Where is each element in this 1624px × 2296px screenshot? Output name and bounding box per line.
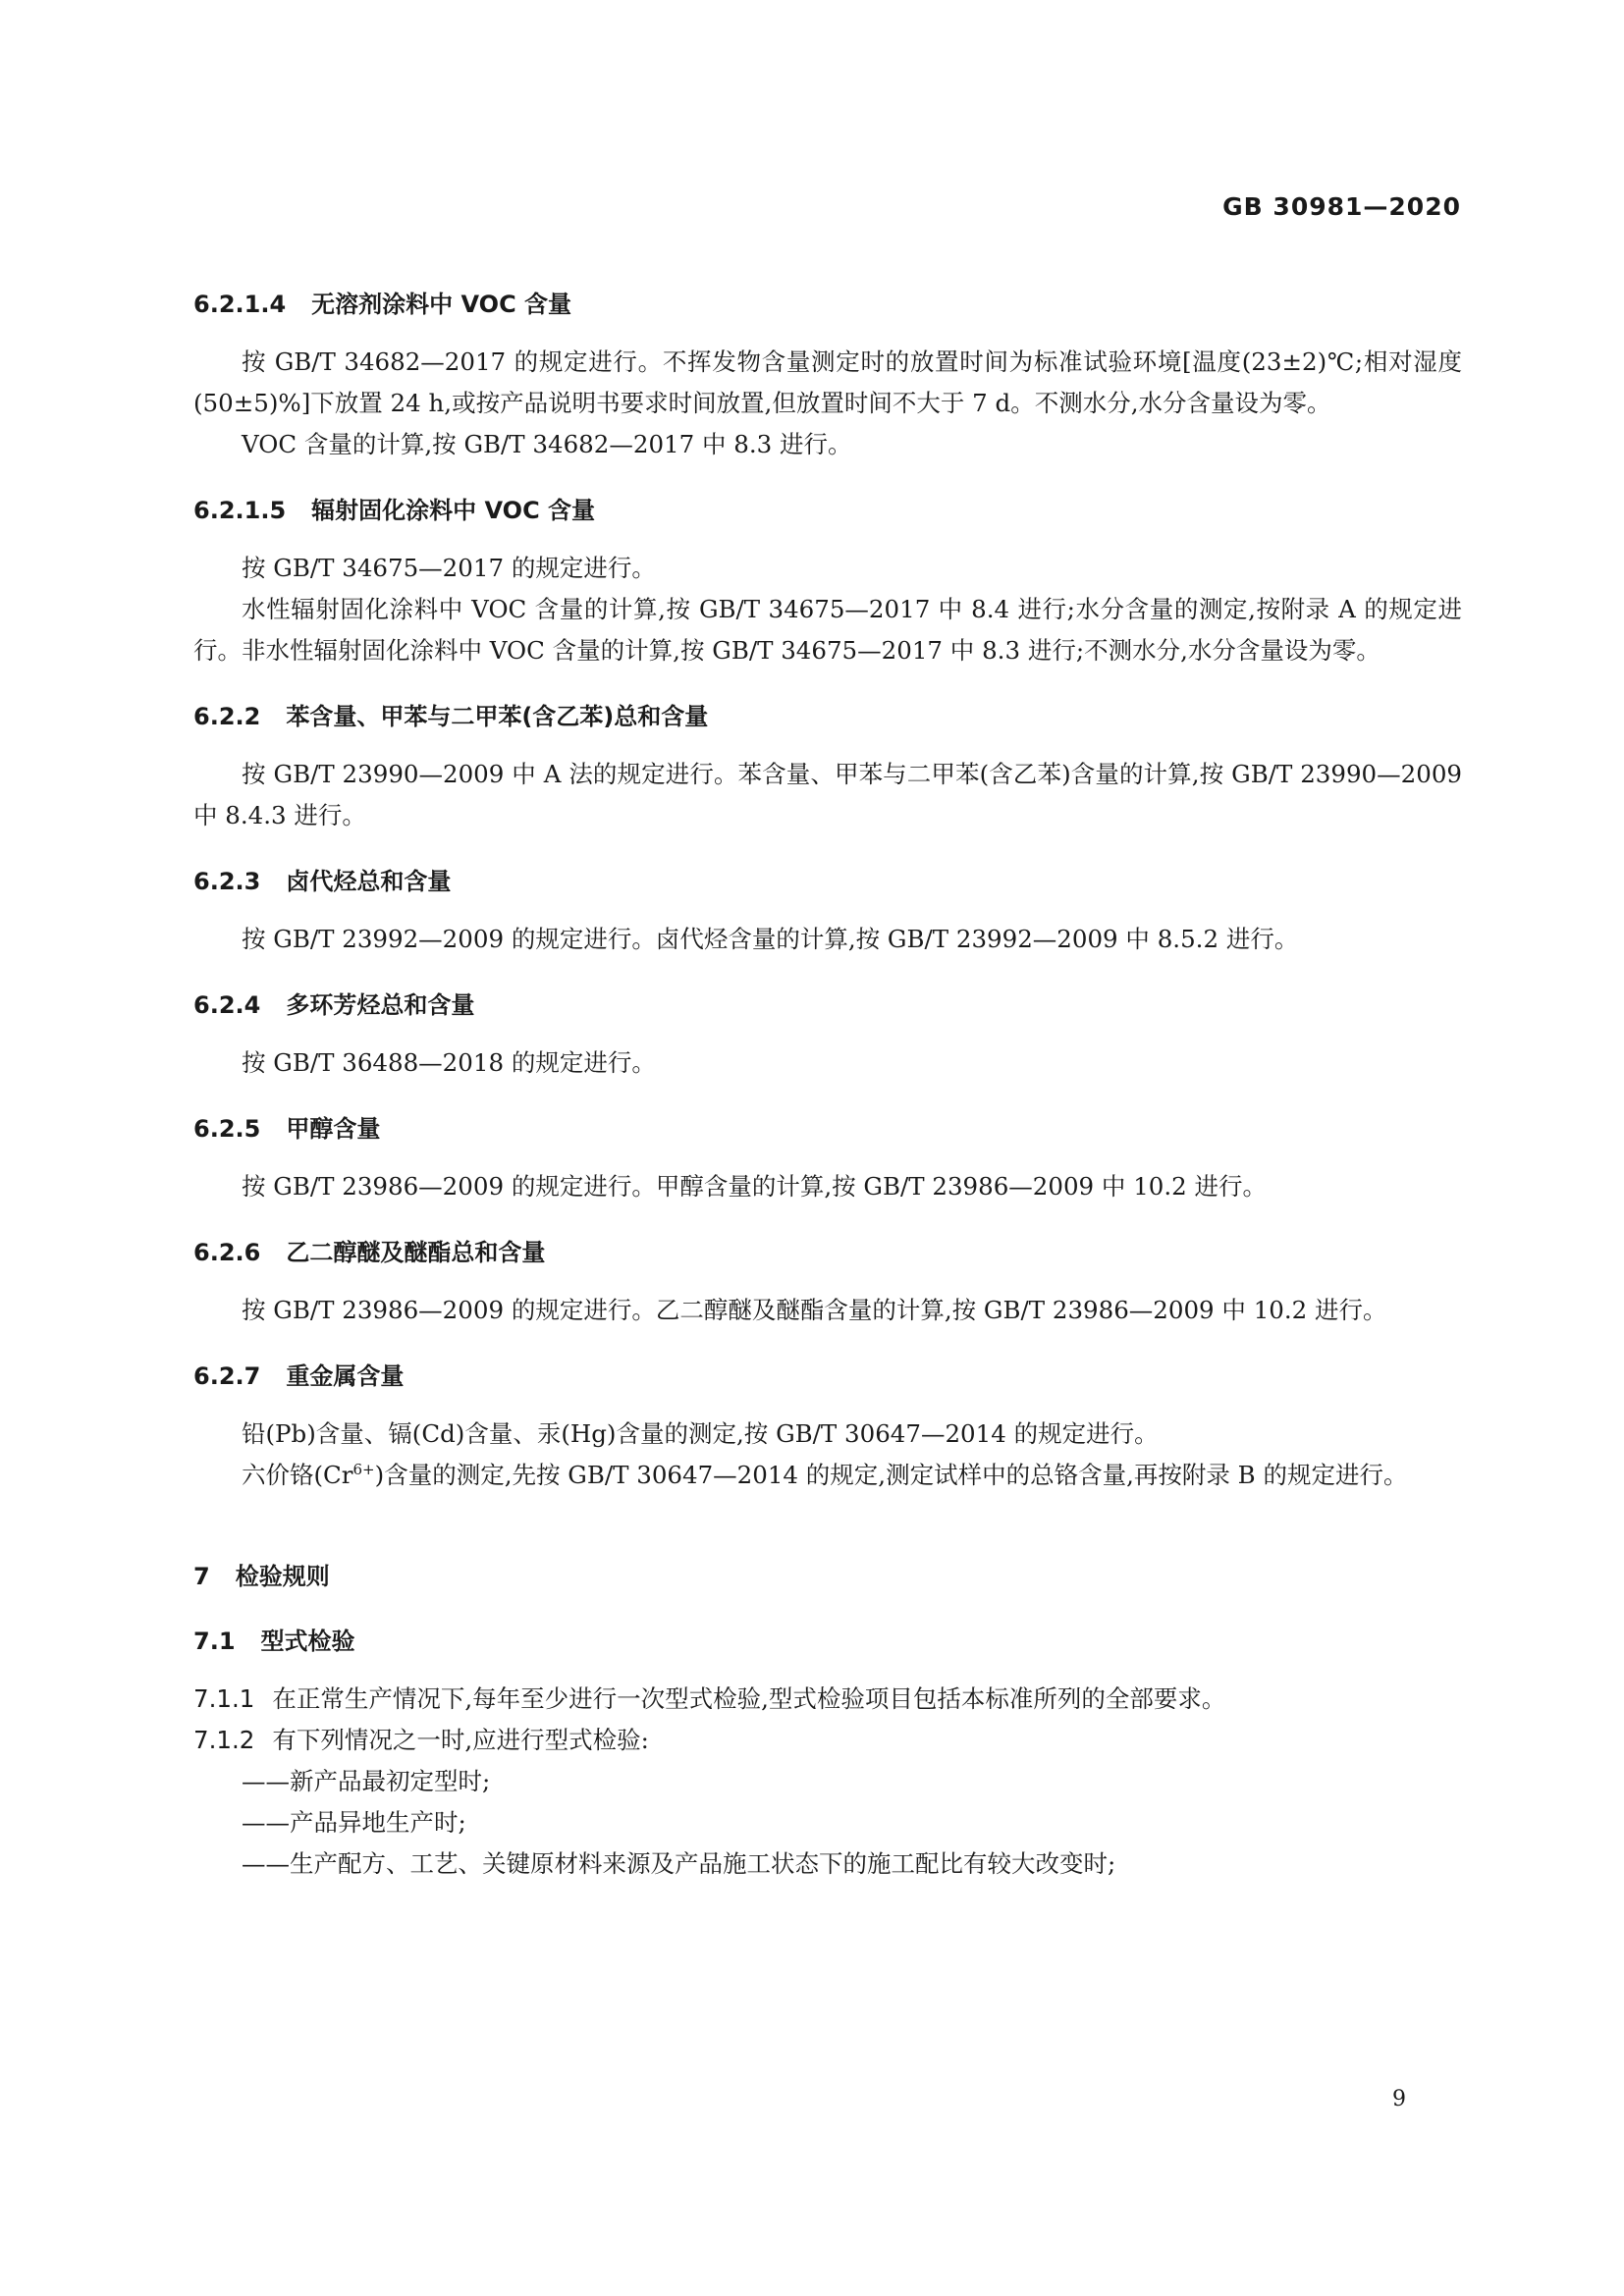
heading-number: 6.2.1.4	[193, 291, 287, 318]
heading-title: 重金属含量	[286, 1362, 405, 1390]
heading-number: 6.2.1.5	[193, 497, 287, 524]
list-item: ——生产配方、工艺、关键原材料来源及产品施工状态下的施工配比有较大改变时;	[242, 1849, 1116, 1878]
paragraph: 按 GB/T 23986—2009 的规定进行。甲醇含量的计算,按 GB/T 23986—2009 中 10.2 进行。	[242, 1172, 1268, 1201]
heading-6-2-4	[193, 986, 1462, 1025]
document-body	[193, 285, 1462, 1885]
paragraph: 按 GB/T 36488—2018 的规定进行。	[242, 1048, 656, 1077]
clause-7-1-2	[193, 1720, 1462, 1761]
list-item: ——新产品最初定型时;	[242, 1767, 491, 1795]
standard-code: GB 30981—2020	[1222, 192, 1461, 221]
heading-7-1	[193, 1622, 1462, 1661]
clause-7-1-1	[193, 1679, 1462, 1720]
heading-title: 卤代烃总和含量	[286, 868, 452, 895]
paragraph: 按 GB/T 34682—2017 的规定进行。不挥发物含量测定时的放置时间为标准试验环境[温度(23±2)℃;相对湿度(50±5)%]下放置 24 h,或按产品说明书要求时间放置,但放置时间不大于 7 d。不测水分,水分含量设为零。	[193, 347, 1462, 417]
heading-title: 甲醇含量	[286, 1115, 381, 1143]
paragraph-hexavalent-chromium	[193, 1455, 1462, 1496]
clause-text: 有下列情况之一时,应进行型式检验:	[272, 1726, 649, 1754]
paragraph: 按 GB/T 23992—2009 的规定进行。卤代烃含量的计算,按 GB/T 23992—2009 中 8.5.2 进行。	[242, 925, 1299, 953]
heading-6-2-3	[193, 862, 1462, 901]
text-run: )含量的测定,先按 GB/T 30647—2014 的规定,测定试样中的总铬含量,再按附录 B 的规定进行。	[374, 1461, 1408, 1489]
heading-6-2-1-5	[193, 491, 1462, 530]
heading-title: 多环芳烃总和含量	[286, 991, 475, 1019]
heading-title: 无溶剂涂料中 VOC 含量	[311, 291, 572, 318]
heading-number: 7.1	[193, 1628, 236, 1655]
heading-6-2-5	[193, 1109, 1462, 1148]
heading-number: 6.2.3	[193, 868, 261, 895]
heading-title: 型式检验	[260, 1628, 355, 1655]
heading-number: 7	[193, 1563, 210, 1590]
heading-title: 检验规则	[235, 1563, 330, 1590]
clause-number: 7.1.1	[193, 1684, 255, 1713]
heading-6-2-6	[193, 1233, 1462, 1272]
superscript: 6+	[352, 1460, 375, 1478]
list-item: ——产品异地生产时;	[242, 1808, 466, 1837]
paragraph: 按 GB/T 23986—2009 的规定进行。乙二醇醚及醚酯含量的计算,按 GB/T 23986—2009 中 10.2 进行。	[242, 1296, 1387, 1324]
paragraph: 按 GB/T 23990—2009 中 A 法的规定进行。苯含量、甲苯与二甲苯(含乙苯)含量的计算,按 GB/T 23990—2009 中 8.4.3 进行。	[193, 760, 1462, 829]
page-number: 9	[1392, 2087, 1406, 2111]
heading-number: 6.2.5	[193, 1115, 261, 1143]
heading-number: 6.2.4	[193, 991, 261, 1019]
clause-text: 在正常生产情况下,每年至少进行一次型式检验,型式检验项目包括本标准所列的全部要求。	[272, 1684, 1226, 1713]
text-run: 六价铬(Cr	[242, 1461, 353, 1489]
clause-number: 7.1.2	[193, 1726, 255, 1754]
paragraph: 按 GB/T 34675—2017 的规定进行。	[242, 554, 656, 582]
paragraph: 铅(Pb)含量、镉(Cd)含量、汞(Hg)含量的测定,按 GB/T 30647—2014 的规定进行。	[242, 1419, 1159, 1448]
heading-title: 苯含量、甲苯与二甲苯(含乙苯)总和含量	[286, 703, 709, 730]
heading-number: 6.2.6	[193, 1239, 261, 1266]
heading-number: 6.2.7	[193, 1362, 261, 1390]
heading-title: 辐射固化涂料中 VOC 含量	[311, 497, 596, 524]
heading-number: 6.2.2	[193, 703, 261, 730]
heading-7	[193, 1557, 1462, 1596]
paragraph: 水性辐射固化涂料中 VOC 含量的计算,按 GB/T 34675—2017 中 8.4 进行;水分含量的测定,按附录 A 的规定进行。非水性辐射固化涂料中 VOC 含量的计算,按 GB/T 34675—2017 中 8.3 进行;不测水分,水分含量设为零。	[193, 595, 1462, 665]
heading-title: 乙二醇醚及醚酯总和含量	[286, 1239, 546, 1266]
heading-6-2-1-4	[193, 285, 1462, 324]
paragraph: VOC 含量的计算,按 GB/T 34682—2017 中 8.3 进行。	[242, 430, 852, 458]
heading-6-2-7	[193, 1357, 1462, 1396]
heading-6-2-2	[193, 697, 1462, 736]
